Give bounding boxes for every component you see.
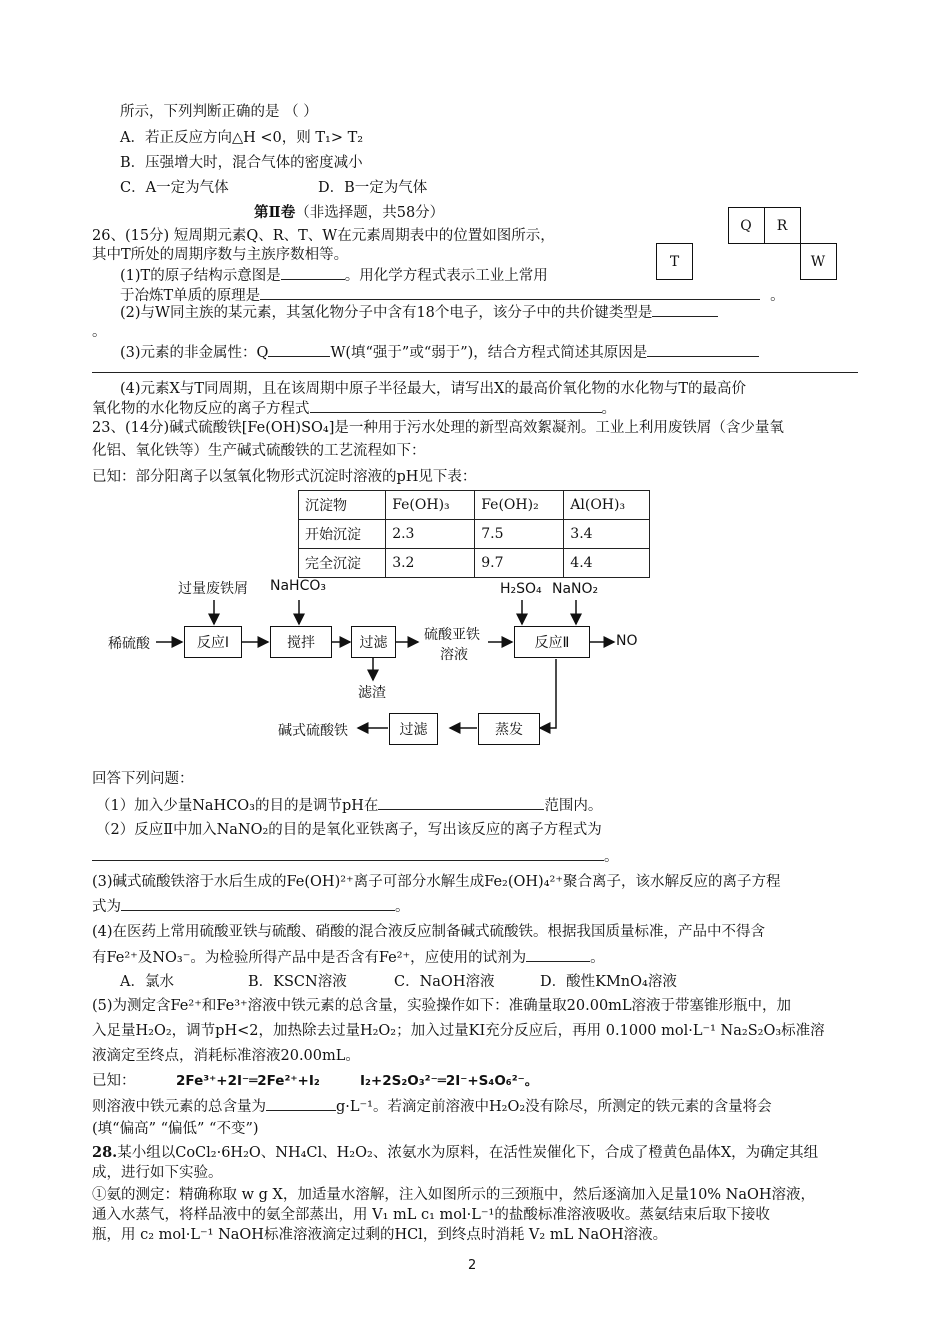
q23-option-c: C．NaOH溶液 bbox=[394, 974, 495, 990]
answer-blank[interactable] bbox=[92, 846, 604, 861]
q23-part5-result bbox=[92, 1096, 772, 1117]
q23-known: 已知：部分阳离子以氢氧化物形式沉淀时溶液的pH见下表： bbox=[92, 469, 477, 485]
q25-option-c: C．A一定为气体 bbox=[120, 180, 229, 196]
section-note: （非选择题，共58分） bbox=[295, 205, 445, 221]
cell-r: R bbox=[764, 208, 800, 244]
table-cell: 9.7 bbox=[475, 549, 564, 578]
q26-period: 。 bbox=[770, 288, 785, 304]
q23-part1 bbox=[96, 795, 602, 816]
q28-step1-line2: 通入水蒸气，将样品液中的氨全部蒸出，用 V₁ mL c₁ mol·L⁻¹的盐酸标准溶液吸收。蒸氨结束后取下接收 bbox=[92, 1207, 770, 1223]
q26-part3-text: (3)元素的非金属性：Q bbox=[120, 345, 269, 361]
table-cell: 3.2 bbox=[386, 549, 475, 578]
q26-stem-2: 其中T所处的周期序数与主族序数相等。 bbox=[92, 247, 349, 263]
q23-part5-choices: (填“偏高” “偏低” “不变”) bbox=[92, 1121, 259, 1137]
q23-part4: (4)在医药上常用硫酸亚铁与硫酸、硝酸的混合液反应制备碱式硫酸铁。根据我国质量标准，产品中不得含 bbox=[92, 924, 766, 940]
q26-part2-end: 。 bbox=[92, 324, 107, 340]
cell-q: Q bbox=[728, 208, 764, 244]
q28-step1-line3: 瓶，用 c₂ mol·L⁻¹ NaOH标准溶液滴定过剩的HCl，到终点时消耗 V₂ mL NaOH溶液。 bbox=[92, 1227, 668, 1243]
q25-option-a: A．若正反应方向△H <0，则 T₁> T₂ bbox=[120, 130, 364, 146]
table-cell: 3.4 bbox=[564, 520, 650, 549]
q26-part3-text-b: W(填“强于”或“弱于”)，结合方程式简述其原因是 bbox=[330, 345, 648, 361]
q23-part4-line2 bbox=[92, 947, 605, 968]
q28-stem-text: 某小组以CoCl₂·6H₂O、NH₄Cl、H₂O₂、浓氨水为原料，在活性炭催化下，合成了橙黄色晶体X，为确定其组 bbox=[117, 1145, 819, 1161]
q23-part5-result-text: 则溶液中铁元素的总含量为 bbox=[92, 1099, 266, 1115]
q23-period: 。 bbox=[395, 899, 410, 915]
flow-input-nahco3: NaHCO₃ bbox=[270, 578, 326, 594]
cell-t: T bbox=[657, 244, 693, 280]
answer-blank[interactable] bbox=[121, 896, 395, 911]
q23-known-label: 已知： bbox=[92, 1073, 136, 1089]
q28-stem-2: 成，进行如下实验。 bbox=[92, 1165, 223, 1181]
flow-mid-ferrous-sulfate: 硫酸亚铁 bbox=[424, 627, 480, 643]
flow-output-no: NO bbox=[616, 633, 638, 649]
q26-part1-line2-text: 于冶炼T单质的原理是 bbox=[120, 288, 261, 304]
q26-part1-text-b: 。用化学方程式表示工业上常用 bbox=[344, 268, 548, 284]
page-number: 2 bbox=[468, 1258, 477, 1273]
q23-part5-line2: 入足量H₂O₂，调节pH<2，加热除去过量H₂O₂；加入过量KI充分反应后，再用 0.1000 mol·L⁻¹ Na₂S₂O₃标准溶 bbox=[92, 1023, 825, 1039]
table-header-cell: 沉淀物 bbox=[299, 491, 386, 520]
answer-blank[interactable] bbox=[266, 1096, 336, 1111]
q23-part4-text: 有Fe²⁺及NO₃⁻。为检验所得产品中是否含有Fe²⁺，应使用的试剂为 bbox=[92, 950, 527, 966]
q25-option-d: D．B一定为气体 bbox=[318, 180, 428, 196]
q23-stem-1: 23、(14分)碱式硫酸铁[Fe(OH)SO₄]是一种用于污水处理的新型高效絮凝剂。工业上利用废铁屑（含少量氧 bbox=[92, 420, 784, 436]
q28-step1-line1: ①氨的测定：精确称取 w g X，加适量水溶解，注入如图所示的三颈瓶中，然后逐滴加入足量10% NaOH溶液， bbox=[92, 1187, 816, 1203]
q23-option-d: D．酸性KMnO₄溶液 bbox=[540, 974, 677, 990]
q28-stem-1 bbox=[92, 1143, 818, 1163]
q23-option-a: A．氯水 bbox=[120, 974, 174, 990]
flow-residue: 滤渣 bbox=[358, 685, 386, 701]
flow-product: 碱式硫酸铁 bbox=[278, 723, 348, 739]
table-header-cell: Al(OH)₃ bbox=[564, 491, 650, 520]
q25-option-b: B．压强增大时，混合气体的密度减小 bbox=[120, 155, 363, 171]
table-cell: 7.5 bbox=[475, 520, 564, 549]
q23-part3-line2 bbox=[92, 896, 410, 917]
flow-start-dilute-acid: 稀硫酸 bbox=[108, 636, 150, 652]
q26-period: 。 bbox=[601, 401, 616, 417]
flow-box-evaporate: 蒸发 bbox=[478, 713, 540, 745]
table-cell: 4.4 bbox=[564, 549, 650, 578]
q23-part5-result-text-b: g·L⁻¹。若滴定前溶液中H₂O₂没有除尽，所测定的铁元素的含量将会 bbox=[336, 1099, 772, 1115]
table-cell: 完全沉淀 bbox=[299, 549, 386, 578]
q28-number: 28. bbox=[92, 1144, 118, 1161]
answer-blank[interactable] bbox=[526, 947, 590, 962]
q26-part2-text: (2)与W同主族的某元素，其氢化物分子中含有18个电子，该分子中的共价键类型是 bbox=[120, 305, 653, 321]
q23-period: 。 bbox=[590, 950, 605, 966]
q23-part2-line2 bbox=[92, 846, 619, 867]
q23-part1-text-b: 范围内。 bbox=[544, 798, 603, 814]
q23-part5-line3: 液滴定至终点，消耗标准溶液20.00mL。 bbox=[92, 1048, 360, 1064]
q23-equation-2: I₂+2S₂O₃²⁻═2I⁻+S₄O₆²⁻。 bbox=[360, 1073, 539, 1089]
q23-equation-1: 2Fe³⁺+2I⁻═2Fe²⁺+I₂ bbox=[176, 1073, 320, 1089]
q25-stem: 所示，下列判断正确的是 （ ） bbox=[120, 104, 318, 120]
flow-input-h2so4: H₂SO₄ bbox=[500, 581, 542, 597]
table-cell: 2.3 bbox=[386, 520, 475, 549]
section-title: 第Ⅱ卷 bbox=[254, 204, 296, 221]
q23-part3-text: 式为 bbox=[92, 899, 121, 915]
flow-box-filter2: 过滤 bbox=[389, 713, 438, 745]
q26-part4-text: 氧化物的水化物反应的离子方程式 bbox=[92, 401, 310, 417]
flow-box-filter1: 过滤 bbox=[351, 626, 396, 658]
q23-part5-line1: (5)为测定含Fe²⁺和Fe³⁺溶液中铁元素的总含量，实验操作如下：准确量取20.00mL溶液于带塞锥形瓶中，加 bbox=[92, 998, 792, 1014]
answer-blank[interactable] bbox=[378, 795, 544, 810]
flow-box-reaction1: 反应Ⅰ bbox=[184, 626, 242, 658]
q26-part1-text: (1)T的原子结构示意图是 bbox=[120, 268, 281, 284]
q23-part2: （2）反应Ⅱ中加入NaNO₂的目的是氧化亚铁离子，写出该反应的离子方程式为 bbox=[96, 822, 602, 838]
table-cell: 开始沉淀 bbox=[299, 520, 386, 549]
flow-input-nano2: NaNO₂ bbox=[552, 581, 599, 597]
cell-w: W bbox=[800, 244, 836, 280]
q23-option-b: B．KSCN溶液 bbox=[248, 974, 347, 990]
flow-input-scrap-iron: 过量废铁屑 bbox=[178, 581, 248, 597]
q23-period: 。 bbox=[604, 849, 619, 865]
table-header-cell: Fe(OH)₂ bbox=[475, 491, 564, 520]
flow-box-stir: 搅拌 bbox=[270, 626, 332, 658]
q23-ask: 回答下列问题： bbox=[92, 771, 194, 787]
flow-box-reaction2: 反应Ⅱ bbox=[514, 626, 590, 658]
q26-part4: (4)元素X与T同周期，且在该周期中原子半径最大，请写出X的最高价氧化物的水化物与T的最高价 bbox=[120, 381, 747, 397]
flow-mid-solution: 溶液 bbox=[440, 647, 468, 663]
q23-part1-text: （1）加入少量NaHCO₃的目的是调节pH在 bbox=[96, 798, 379, 814]
q23-stem-2: 化铝、氧化铁等）生产碱式硫酸铁的工艺流程如下： bbox=[92, 443, 426, 459]
table-header-cell: Fe(OH)₃ bbox=[386, 491, 475, 520]
q26-stem-1: 26、(15分) 短周期元素Q、R、T、W在元素周期表中的位置如图所示， bbox=[92, 228, 555, 244]
q23-part3: (3)碱式硫酸铁溶于水后生成的Fe(OH)²⁺离子可部分水解生成Fe₂(OH)₄²⁺聚合离子，该水解反应的离子方程 bbox=[92, 874, 781, 890]
